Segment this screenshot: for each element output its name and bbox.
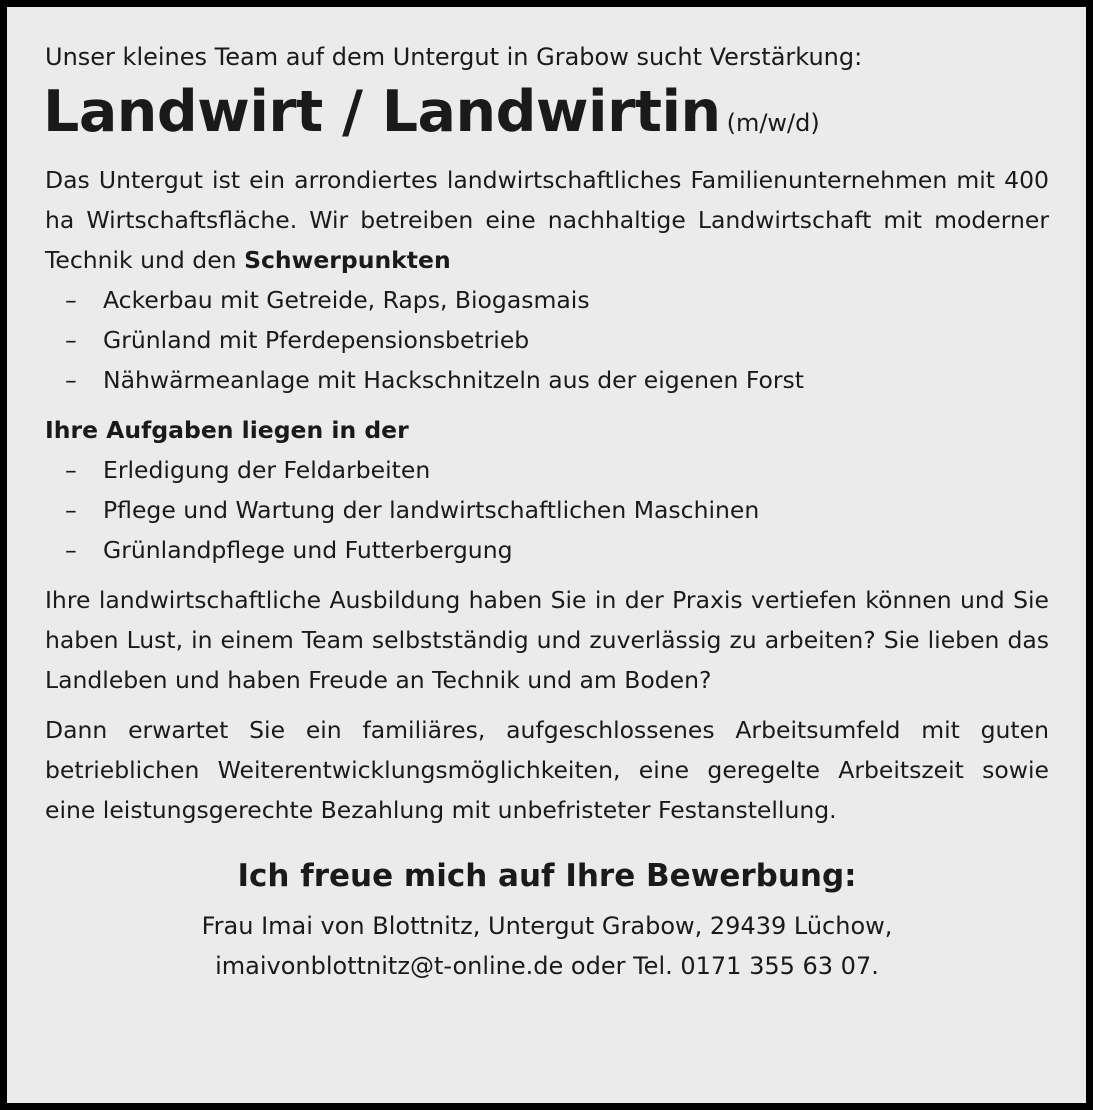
dash-bullet: – [65,366,77,394]
list-item [65,530,1049,570]
contact-line-address: Frau Imai von Blottnitz, Untergut Grabow, 29439 Lüchow, [201,912,893,940]
job-title-text: Landwirt / Landwirtin [43,79,721,145]
dash-bullet: – [65,326,77,354]
focus-item-text: Nähwärmeanlage mit Hackschnitzeln aus der eigenen Forst [103,366,805,394]
list-item [65,490,1049,530]
tasks-list [45,450,1049,570]
company-text: Das Untergut ist ein arrondiertes landwirtschaftliches Familienunternehmen mit 400 ha Wirtschaftsfläche. Wir betreiben eine nachhaltige Landwirtschaft mit moderner Technik und den [45,166,1049,274]
intro-line: Unser kleines Team auf dem Untergut in Grabow sucht Verstärkung: [45,43,863,71]
dash-bullet: – [65,536,77,564]
task-item-text: Pflege und Wartung der landwirtschaftlichen Maschinen [103,496,760,524]
dash-bullet: – [65,496,77,524]
company-focus-label: Schwerpunkten [244,246,451,274]
job-advertisement [7,7,1086,1103]
task-item-text: Grünlandpflege und Futterbergung [103,536,513,564]
list-item [65,320,1049,360]
list-item [65,360,1049,400]
offer-paragraph: Dann erwartet Sie ein familiäres, aufgeschlossenes Arbeitsumfeld mit guten betrieblichen Weiterentwicklungsmöglichkeiten, eine geregelte Arbeitszeit sowie eine leistungsgerechte Bezahlung mit unbefristeter Festanstellung. [45,716,1049,824]
focus-list [45,280,1049,400]
list-item [65,450,1049,490]
gender-suffix: (m/w/d) [726,109,820,137]
tasks-heading: Ihre Aufgaben liegen in der [45,416,409,444]
profile-paragraph: Ihre landwirtschaftliche Ausbildung haben Sie in der Praxis vertiefen können und Sie haben Lust, in einem Team selbstständig und zuverlässig zu arbeiten? Sie lieben das Landleben und haben Freude an Technik und am Boden? [45,586,1049,694]
focus-item-text: Ackerbau mit Getreide, Raps, Biogasmais [103,286,590,314]
contact-line-email-phone: imaivonblottnitz@t-online.de oder Tel. 0171 355 63 07. [215,952,879,980]
list-item [65,280,1049,320]
dash-bullet: – [65,286,77,314]
closing-heading: Ich freue mich auf Ihre Bewerbung: [237,858,857,894]
dash-bullet: – [65,456,77,484]
task-item-text: Erledigung der Feldarbeiten [103,456,431,484]
focus-item-text: Grünland mit Pferdepensionsbetrieb [103,326,530,354]
company-description [45,160,1049,280]
job-title [43,77,1049,158]
